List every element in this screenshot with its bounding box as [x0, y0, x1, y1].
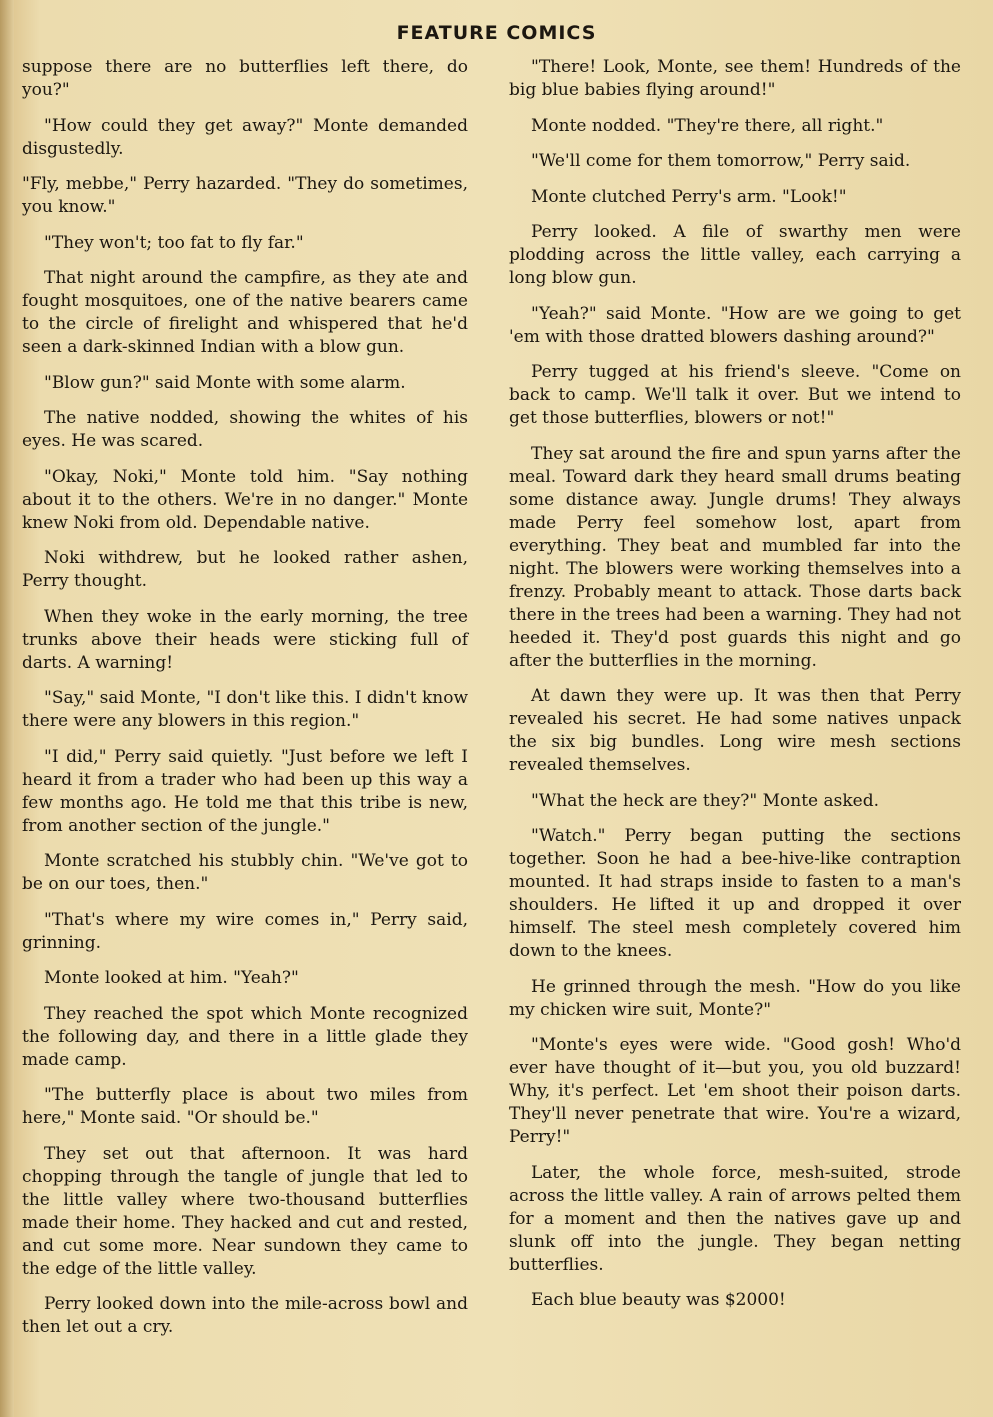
paragraph: Each blue beauty was $2000! — [531, 1290, 786, 1310]
paragraph: "Okay, Noki," Monte told him. "Say nothing about it to the others. We're in no danger." Monte knew Noki from old. Dependable native. — [22, 466, 468, 533]
paragraph: Monte clutched Perry's arm. "Look!" — [531, 186, 847, 207]
paragraph: Monte looked at him. "Yeah?" — [44, 968, 299, 988]
paragraph: "Watch." Perry began putting the sections together. Soon he had a bee-hive-like contraption mounted. It had straps inside to fasten to a man's shoulders. He lifted it up and dropped it over himself. The steel mesh completely covered him down to the knees. — [509, 826, 961, 961]
paragraph: Noki withdrew, but he looked rather ashen, Perry thought. — [22, 548, 468, 591]
paragraph: "What the heck are they?" Monte asked. — [531, 790, 879, 811]
paragraph: "Blow gun?" said Monte with some alarm. — [44, 372, 406, 393]
paragraph: At dawn they were up. It was then that Perry revealed his secret. He had some natives unpack the six big bundles. Long wire mesh sections revealed themselves. — [509, 686, 961, 775]
paragraph: "Say," said Monte, "I don't like this. I didn't know there were any blowers in this region." — [22, 688, 468, 731]
paragraph: "They won't; too fat to fly far." — [44, 232, 304, 253]
paragraph: Later, the whole force, mesh-suited, strode across the little valley. A rain of arrows pelted them for a moment and then the natives gave up and slunk off into the jungle. They began netting butterflies. — [509, 1162, 961, 1275]
paragraph: "How could they get away?" Monte demanded disgustedly. — [22, 115, 468, 159]
paragraph: Perry tugged at his friend's sleeve. "Come on back to camp. We'll talk it over. But we intend to get those butterflies, blowers or not!" — [509, 362, 961, 428]
paragraph: "There! Look, Monte, see them! Hundreds of the big blue babies flying around!" — [509, 57, 961, 100]
paragraph: When they woke in the early morning, the tree trunks above their heads were sticking full of darts. A warning! — [22, 606, 468, 673]
paragraph: suppose there are no butterflies left there, do you?" — [22, 57, 468, 100]
paragraph: The native nodded, showing the whites of his eyes. He was scared. — [22, 408, 468, 451]
paragraph: They sat around the fire and spun yarns after the meal. Toward dark they heard small drums beating some distance away. Jungle drums! They always made Perry feel somehow lost, apart from everything. They beat and mumbled far into the night. The blowers were working themselves into a frenzy. Probably meant to attack. Those darts back there in the trees had been a warning. They had not heeded it. They'd post guards this night and go after the butterflies in the morning. — [509, 443, 961, 671]
right-text-column — [509, 56, 961, 1325]
paragraph: They set out that afternoon. It was hard chopping through the tangle of jungle that led to the little valley where two-thousand butterflies made their home. They hacked and cut and rested, and cut some more. Near sundown they came to the edge of the little valley. — [22, 1143, 468, 1279]
paragraph: "Monte's eyes were wide. "Good gosh! Who'd ever have thought of it—but you, you old buzzard! Why, it's perfect. Let 'em shoot their poison darts. They'll never penetrate that wire. You're a wizard, Perry!" — [509, 1035, 961, 1147]
paragraph: Perry looked down into the mile-across bowl and then let out a cry. — [22, 1294, 468, 1337]
page-spine-edge — [0, 0, 14, 1417]
paragraph: He grinned through the mesh. "How do you like my chicken wire suit, Monte?" — [509, 976, 961, 1020]
paragraph: "Fly, mebbe," Perry hazarded. "They do sometimes, you know." — [22, 174, 468, 217]
paragraph: "We'll come for them tomorrow," Perry said. — [531, 151, 911, 171]
paragraph: "I did," Perry said quietly. "Just before we left I heard it from a trader who had been up this way a few months ago. He told me that this tribe is new, from another section of the jungle." — [22, 746, 468, 836]
paragraph: They reached the spot which Monte recognized the following day, and there in a little glade they made camp. — [22, 1003, 468, 1070]
paragraph: That night around the campfire, as they ate and fought mosquitoes, one of the native bearers came to the circle of firelight and whispered that he'd seen a dark-skinned Indian with a blow gun. — [22, 268, 468, 357]
paragraph: "That's where my wire comes in," Perry said, grinning. — [22, 909, 468, 953]
paragraph: Perry looked. A file of swarthy men were plodding across the little valley, each carrying a long blow gun. — [509, 222, 961, 288]
left-text-column — [22, 56, 468, 1352]
paragraph: Monte scratched his stubbly chin. "We've got to be on our toes, then." — [22, 851, 468, 894]
paragraph: Monte nodded. "They're there, all right." — [531, 115, 884, 136]
paragraph: "The butterfly place is about two miles from here," Monte said. "Or should be." — [22, 1085, 468, 1128]
paragraph: "Yeah?" said Monte. "How are we going to get 'em with those dratted blowers dashing around?" — [509, 303, 961, 347]
page-header: FEATURE COMICS — [396, 22, 597, 44]
